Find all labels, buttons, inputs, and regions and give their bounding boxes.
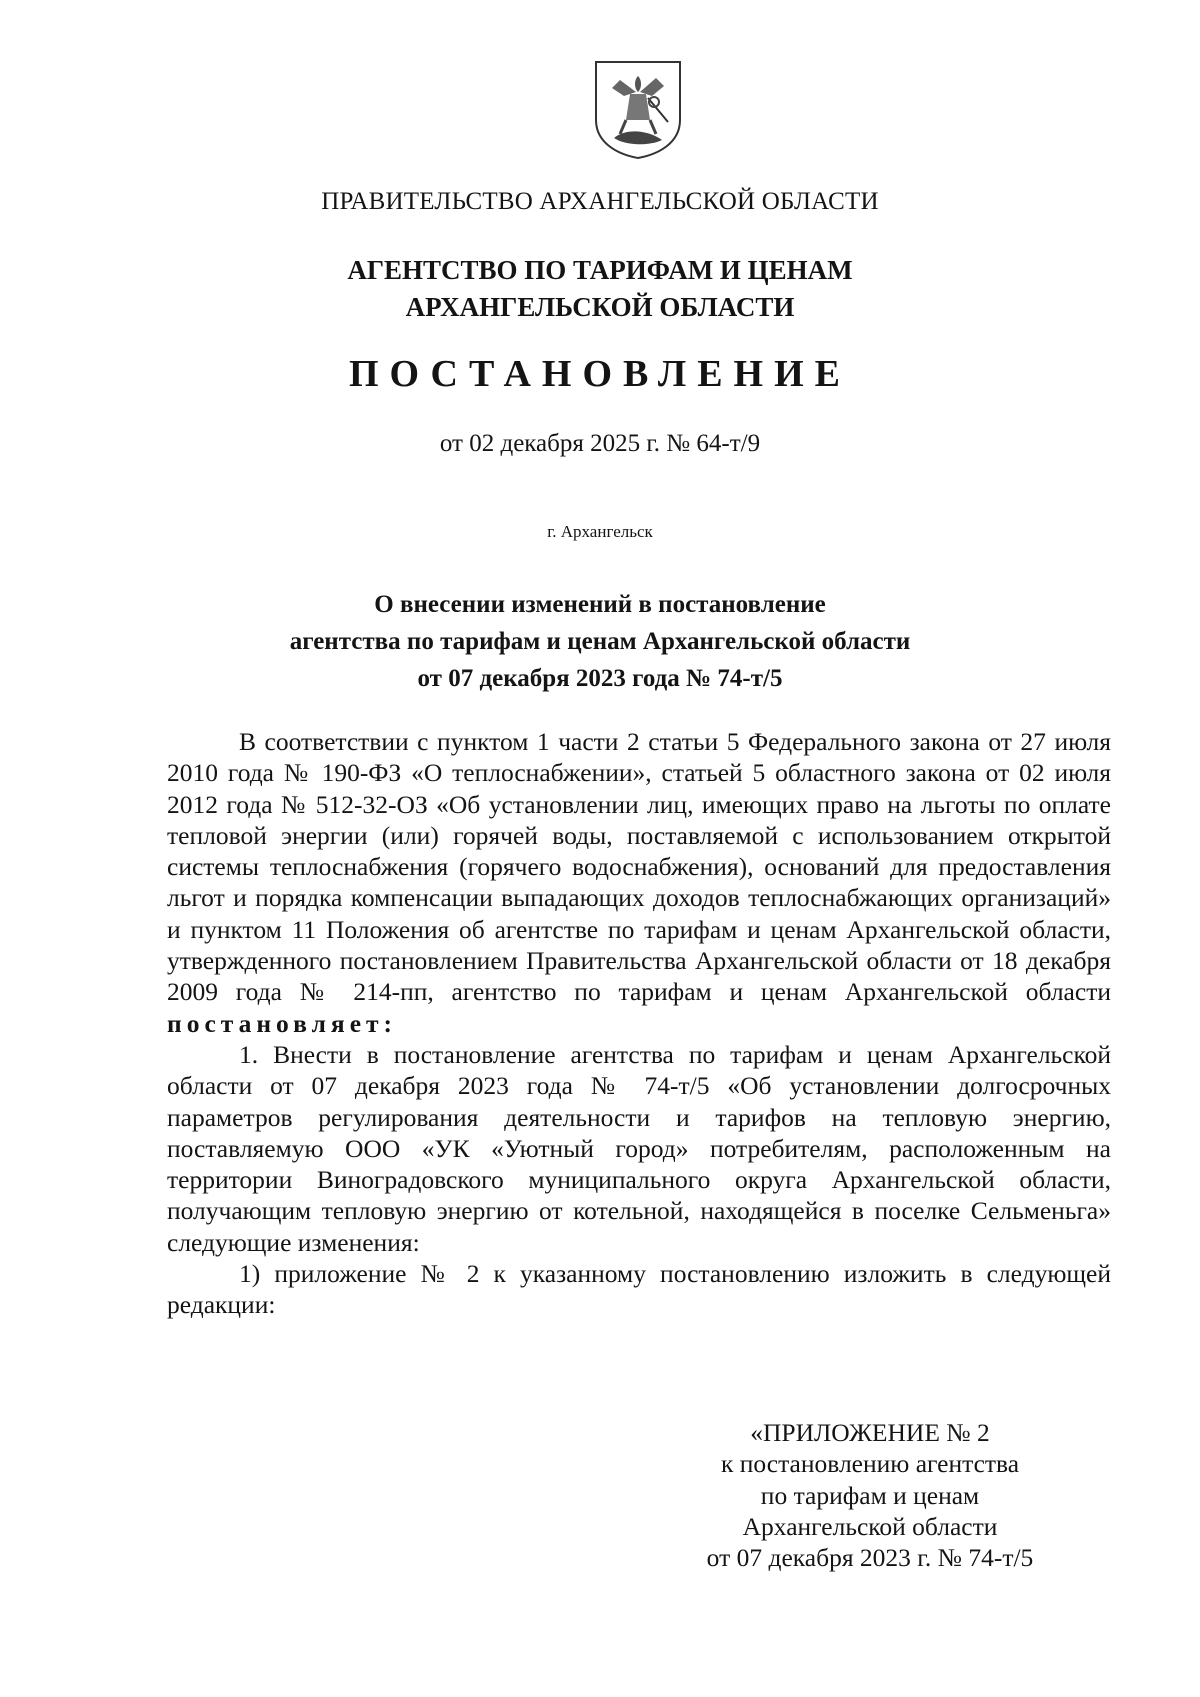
preamble-text: В соответствии с пунктом 1 части 2 статьи 5 Федерального закона от 27 июля 2010 года № 190-ФЗ «О теплоснабжении», статьей 5 областного закона от 02 июля 2012 года № 512-32-ОЗ «Об установлении лиц, имеющих право на льготы по оплате тепловой энергии (или) горячей воды, поставляемой с использованием открытой системы теплоснабжения (горячего водоснабжения), оснований для предоставления льгот и порядка компенсации выпадающих доходов теплоснабжающих организаций» и пунктом 11 Положения об агентстве по тарифам и ценам Архангельской области, утвержденного постановлением Правительства Архангельской области от 18 декабря 2009 года № 214-пп, агентство по тарифам и ценам Архангельской области: [167, 727, 1111, 1007]
resolves-keyword: постановляет:: [167, 1008, 398, 1038]
document-type-title: ПОСТАНОВЛЕНИЕ: [348, 353, 852, 395]
body-paragraph-preamble: [167, 726, 1111, 1039]
subject-line1: О внесении изменений в постановление: [374, 591, 826, 618]
agency-name-line2: АРХАНГЕЛЬСКОЙ ОБЛАСТИ: [405, 292, 795, 322]
body-paragraph-subitem-1: 1) приложение № 2 к указанному постановлению изложить в следующей редакции:: [167, 1259, 1111, 1320]
document-subject: [0, 586, 1200, 697]
appendix-line1: «ПРИЛОЖЕНИЕ № 2: [750, 1418, 990, 1447]
agency-name: [0, 252, 1200, 326]
government-name: ПРАВИТЕЛЬСТВО АРХАНГЕЛЬСКОЙ ОБЛАСТИ: [321, 188, 879, 215]
subject-line3: от 07 декабря 2023 года № 74-т/5: [417, 665, 783, 692]
subject-line2: агентства по тарифам и ценам Архангельской области: [289, 628, 911, 655]
body-paragraph-item-1: 1. Внести в постановление агентства по тарифам и ценам Архангельской области от 07 декабря 2023 года № 74-т/5 «Об установлении долгосрочных параметров регулирования деятельности и тарифов на тепловую энергию, поставляемую ООО «УК «Уютный город» потребителям, расположенным на территории Виноградовского муниципального округа Архангельской области, получающим тепловую энергию от котельной, находящейся в поселке Сельменьга» следующие изменения:: [167, 1039, 1111, 1257]
document-city: г. Архангельск: [547, 522, 653, 541]
appendix-line5: от 07 декабря 2023 г. № 74-т/5: [706, 1543, 1034, 1573]
document-body: [167, 726, 1111, 1321]
coat-of-arms-emblem: [590, 58, 686, 160]
appendix-line4: Архангельской области: [742, 1511, 998, 1541]
appendix-header: [640, 1417, 1100, 1573]
appendix-line2: к постановлению агентства: [720, 1449, 1020, 1479]
agency-name-line1: АГЕНТСТВО ПО ТАРИФАМ И ЦЕНАМ: [347, 255, 853, 285]
appendix-line3: по тарифам и ценам: [760, 1480, 980, 1510]
document-date-number: от 02 декабря 2025 г. № 64-т/9: [439, 430, 761, 457]
